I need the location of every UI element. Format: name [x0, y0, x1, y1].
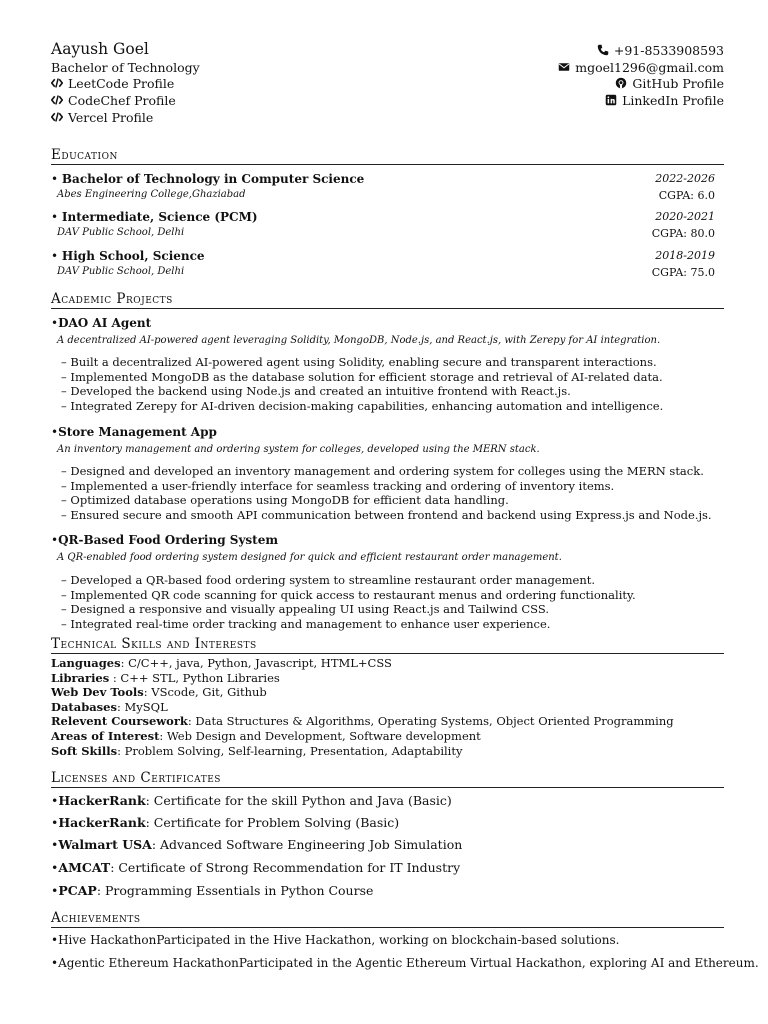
- code-icon: [51, 94, 63, 106]
- certificate-item: •PCAP: Programming Essentials in Python Course: [51, 883, 374, 898]
- bullet-item: – Integrated Zerepy for AI-driven decision-making capabilities, enhancing automation and intelligence.: [61, 398, 664, 413]
- certificate-item: •HackerRank: Certificate for Problem Solving (Basic): [51, 815, 400, 830]
- skill-row: Areas of Interest: Web Design and Development, Software development: [51, 728, 481, 743]
- email-link[interactable]: [558, 60, 724, 75]
- bullet-item: – Implemented a user-friendly interface for seamless tracking and ordering of inventory items.: [61, 478, 615, 493]
- education-title: • Intermediate, Science (PCM): [51, 210, 258, 224]
- education-school: DAV Public School, Delhi: [57, 266, 185, 277]
- degree-title: Bachelor of Technology: [51, 60, 200, 75]
- email-address: mgoel1296@gmail.com: [575, 60, 724, 75]
- github-link-label: GitHub Profile: [632, 76, 724, 91]
- education-school: Abes Engineering College,Ghaziabad: [57, 189, 246, 200]
- bullet-item: – Ensured secure and smooth API communication between frontend and backend using Express.js and Node.js.: [61, 507, 712, 522]
- project-description: An inventory management and ordering system for colleges, developed using the MERN stack.: [57, 444, 540, 455]
- bullet-item: – Integrated real-time order tracking and management to enhance user experience.: [61, 616, 551, 631]
- bullet-item: – Built a decentralized AI-powered agent using Solidity, enabling secure and transparent interactions.: [61, 355, 657, 369]
- github-link[interactable]: [615, 76, 724, 91]
- linkedin-link-label: LinkedIn Profile: [622, 93, 724, 108]
- projects-heading: Academic Projects: [51, 291, 724, 309]
- project-description: A decentralized AI-powered agent leveraging Solidity, MongoDB, Node.js, and React.js, with Zerepy for AI integration.: [57, 335, 661, 346]
- github-icon: [615, 77, 627, 89]
- education-heading: Education: [51, 147, 724, 165]
- bullet-item: – Optimized database operations using MongoDB for efficient data handling.: [61, 493, 509, 508]
- certificate-item: •AMCAT: Certificate of Strong Recommendation for IT Industry: [51, 860, 461, 875]
- education-title: • High School, Science: [51, 249, 205, 263]
- project-bullets: [61, 464, 712, 522]
- vercel-link-label: Vercel Profile: [68, 110, 154, 125]
- bullet-item: – Designed a responsive and visually appealing UI using React.js and Tailwind CSS.: [61, 602, 549, 617]
- education-years: 2022-2026: [655, 172, 715, 185]
- project-title: •QR-Based Food Ordering System: [51, 533, 279, 547]
- phone-icon: [597, 44, 609, 56]
- project-title: •Store Management App: [51, 425, 217, 439]
- education-grade: CGPA: 6.0: [658, 189, 715, 202]
- bullet-item: – Implemented MongoDB as the database solution for efficient storage and retrieval of AI-related data.: [61, 369, 663, 384]
- education-years: 2020-2021: [655, 210, 715, 223]
- codechef-link-label: CodeChef Profile: [68, 93, 176, 108]
- bullet-item: – Implemented QR code scanning for quick access to restaurant menus and ordering functionality.: [61, 587, 636, 602]
- project-description: A QR-enabled food ordering system designed for quick and efficient restaurant order management.: [57, 552, 562, 563]
- achievement-item: •Agentic Ethereum HackathonParticipated in the Agentic Ethereum Virtual Hackathon, exploring AI and Ethereum.: [51, 956, 759, 970]
- skills-list: [51, 656, 674, 758]
- skill-row: Libraries : C++ STL, Python Libraries: [51, 670, 280, 685]
- skills-heading: Technical Skills and Interests: [51, 636, 724, 654]
- project-bullets: [61, 355, 663, 413]
- leetcode-link-label: LeetCode Profile: [68, 76, 175, 91]
- skill-row: Databases: MySQL: [51, 699, 168, 714]
- skill-row: Relevent Coursework: Data Structures & Algorithms, Operating Systems, Object Oriented Programming: [51, 714, 674, 729]
- phone-link[interactable]: [597, 43, 724, 58]
- leetcode-link[interactable]: [51, 76, 174, 91]
- linkedin-icon: [605, 94, 617, 106]
- achievements-heading: Achievements: [51, 910, 724, 928]
- skill-row: Languages: C/C++, java, Python, Javascript, HTML+CSS: [51, 656, 392, 670]
- project-bullets: [61, 573, 636, 631]
- bullet-item: – Developed a QR-based food ordering system to streamline restaurant order management.: [61, 573, 596, 587]
- bullet-item: – Developed the backend using Node.js and created an intuitive frontend with React.js.: [61, 384, 571, 399]
- project-title: •DAO AI Agent: [51, 316, 152, 330]
- education-years: 2018-2019: [655, 249, 715, 262]
- linkedin-link[interactable]: [605, 93, 724, 108]
- vercel-link[interactable]: [51, 110, 153, 125]
- skill-row: Soft Skills: Problem Solving, Self-learning, Presentation, Adaptability: [51, 743, 463, 758]
- certificate-item: •Walmart USA: Advanced Software Engineering Job Simulation: [51, 837, 463, 852]
- bullet-item: – Designed and developed an inventory management and ordering system for colleges using the MERN stack.: [61, 464, 704, 478]
- codechef-link[interactable]: [51, 93, 176, 108]
- code-icon: [51, 77, 63, 89]
- education-grade: CGPA: 80.0: [651, 227, 715, 240]
- envelope-icon: [558, 61, 570, 73]
- certificate-item: •HackerRank: Certificate for the skill Python and Java (Basic): [51, 793, 452, 808]
- achievement-item: •Hive HackathonParticipated in the Hive Hackathon, working on blockchain-based solutions.: [51, 933, 620, 947]
- skill-row: Web Dev Tools: VScode, Git, Github: [51, 685, 267, 700]
- code-icon: [51, 111, 63, 123]
- certificates-heading: Licenses and Certificates: [51, 770, 724, 788]
- education-title: • Bachelor of Technology in Computer Science: [51, 172, 365, 186]
- phone-number: +91-8533908593: [613, 43, 724, 58]
- education-grade: CGPA: 75.0: [651, 266, 715, 279]
- education-school: DAV Public School, Delhi: [57, 227, 185, 238]
- candidate-name: Aayush Goel: [51, 40, 149, 58]
